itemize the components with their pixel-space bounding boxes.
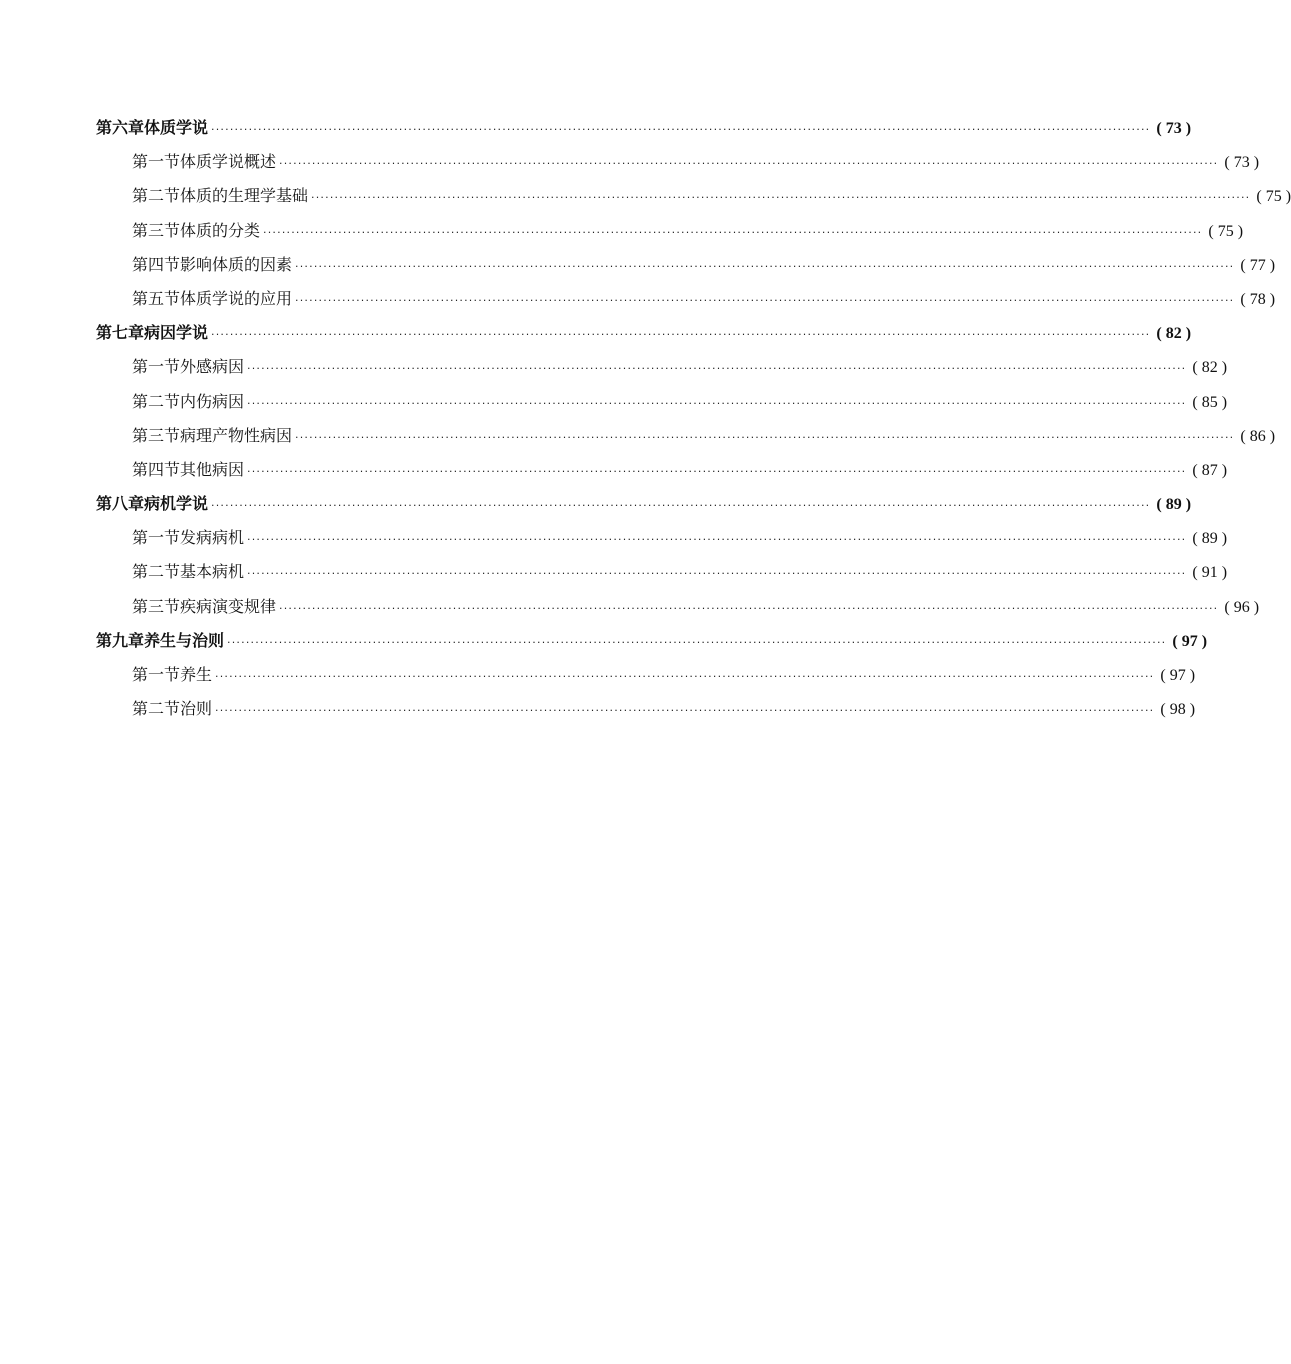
toc-entry-page: ( 89 ): [1156, 496, 1192, 514]
toc-entry[interactable]: [96, 183, 1291, 217]
toc-entry-title: 养生: [180, 665, 213, 684]
toc-entry[interactable]: [96, 594, 1260, 628]
dot-leader: ········································································································································································································: [295, 259, 1235, 273]
toc-entry[interactable]: [96, 389, 1228, 423]
toc-entry-title: 治则: [180, 699, 213, 719]
toc-entry-title: 病因学说: [144, 323, 209, 343]
toc-entry-page: ( 97 ): [1160, 667, 1196, 684]
toc-entry-number: 第一节: [132, 357, 181, 377]
table-of-contents: [96, 115, 1291, 730]
dot-leader: ········································································································································································································: [215, 670, 1155, 683]
dot-leader: ········································································································································································································: [227, 635, 1167, 649]
dot-leader: ········································································································································································································: [295, 430, 1235, 444]
toc-entry-number: 第七章: [96, 323, 145, 343]
toc-entry-number: 第三节: [132, 596, 181, 616]
toc-entry-page: ( 82 ): [1156, 325, 1192, 343]
toc-entry-page: ( 91 ): [1192, 564, 1228, 582]
toc-entry-title: 病机学说: [144, 494, 209, 514]
toc-entry[interactable]: [96, 354, 1228, 388]
toc-entry-page: ( 85 ): [1192, 393, 1228, 411]
toc-entry-number: 第一节: [132, 528, 181, 548]
toc-entry[interactable]: [96, 252, 1276, 286]
toc-entry-page: ( 75 ): [1256, 188, 1291, 206]
dot-leader: ········································································································································································································: [247, 533, 1187, 547]
toc-entry[interactable]: [96, 423, 1276, 457]
toc-entry-number: 第四节: [132, 459, 181, 479]
toc-entry-page: ( 73 ): [1156, 120, 1192, 137]
dot-leader: ········································································································································································································: [279, 157, 1219, 171]
toc-entry-title: 养生与治则: [144, 630, 225, 650]
toc-entry-number: 第三节: [132, 425, 181, 445]
toc-entry[interactable]: [96, 218, 1244, 252]
toc-entry-number: 第四节: [132, 254, 181, 274]
toc-entry-title: 病理产物性病因: [180, 425, 293, 445]
dot-leader: ········································································································································································································: [295, 293, 1235, 307]
dot-leader: ········································································································································································································: [247, 567, 1187, 581]
toc-entry-page: ( 87 ): [1192, 461, 1228, 479]
toc-entry-title: 发病病机: [180, 528, 245, 548]
toc-entry-page: ( 89 ): [1192, 530, 1228, 548]
toc-entry-number: 第五节: [132, 288, 181, 308]
toc-entry-page: ( 73 ): [1224, 154, 1260, 172]
dot-leader: ········································································································································································································: [211, 123, 1151, 136]
toc-entry[interactable]: [96, 662, 1196, 696]
toc-entry-number: 第九章: [96, 630, 145, 650]
dot-leader: ········································································································································································································: [215, 704, 1155, 718]
dot-leader: ········································································································································································································: [247, 362, 1187, 376]
toc-entry-page: ( 75 ): [1208, 222, 1244, 240]
toc-entry-number: 第二节: [132, 562, 181, 582]
toc-entry-page: ( 97 ): [1172, 632, 1208, 650]
toc-entry[interactable]: [96, 149, 1260, 183]
toc-entry-page: ( 86 ): [1240, 427, 1276, 445]
toc-entry-number: 第八章: [96, 494, 145, 514]
toc-entry[interactable]: [96, 320, 1192, 354]
toc-entry-title: 体质学说的应用: [180, 288, 293, 308]
toc-entry-number: 第二节: [132, 186, 181, 206]
toc-entry[interactable]: [96, 286, 1276, 320]
dot-leader: ········································································································································································································: [263, 225, 1203, 239]
toc-entry[interactable]: [96, 696, 1196, 730]
toc-entry-page: ( 78 ): [1240, 290, 1276, 308]
dot-leader: ········································································································································································································: [211, 499, 1151, 513]
toc-entry-title: 体质学说概述: [180, 152, 277, 172]
toc-entry-number: 第二节: [132, 699, 181, 719]
dot-leader: ········································································································································································································: [211, 328, 1151, 342]
dot-leader: ········································································································································································································: [247, 464, 1187, 478]
toc-entry-title: 影响体质的因素: [180, 254, 293, 274]
toc-entry-number: 第三节: [132, 220, 181, 240]
toc-entry-title: 体质学说: [144, 118, 209, 137]
dot-leader: ········································································································································································································: [247, 396, 1187, 410]
toc-entry-page: ( 77 ): [1240, 256, 1276, 274]
toc-entry-number: 第二节: [132, 391, 181, 411]
toc-entry-page: ( 96 ): [1224, 598, 1260, 616]
toc-entry[interactable]: [96, 115, 1192, 149]
dot-leader: ········································································································································································································: [311, 191, 1251, 205]
toc-entry-title: 外感病因: [180, 357, 245, 377]
toc-entry-page: ( 82 ): [1192, 359, 1228, 377]
toc-entry-number: 第一节: [132, 665, 181, 684]
dot-leader: ········································································································································································································: [279, 601, 1219, 615]
toc-entry-title: 其他病因: [180, 459, 245, 479]
toc-entry-page: ( 98 ): [1160, 701, 1196, 719]
toc-entry[interactable]: [96, 525, 1228, 559]
toc-entry-number: 第六章: [96, 118, 145, 137]
toc-entry[interactable]: [96, 628, 1208, 662]
toc-entry[interactable]: [96, 559, 1228, 593]
toc-entry[interactable]: [96, 491, 1192, 525]
toc-entry-number: 第一节: [132, 152, 181, 172]
toc-entry-title: 疾病演变规律: [180, 596, 277, 616]
toc-entry[interactable]: [96, 457, 1228, 491]
toc-entry-title: 基本病机: [180, 562, 245, 582]
toc-entry-title: 体质的生理学基础: [180, 186, 309, 206]
toc-entry-title: 体质的分类: [180, 220, 261, 240]
toc-entry-title: 内伤病因: [180, 391, 245, 411]
